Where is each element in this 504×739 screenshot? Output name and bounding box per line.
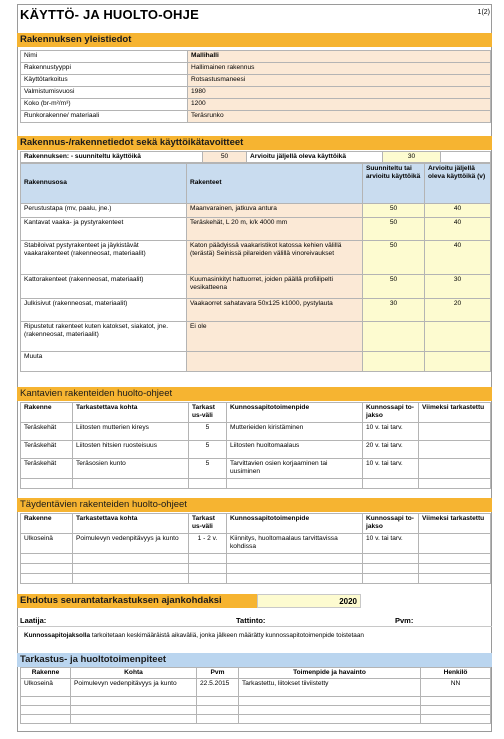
col-part: Rakennusosa	[21, 164, 187, 204]
inspection-toimenpide	[239, 715, 421, 724]
structure-desc: Ei ole	[187, 322, 363, 352]
inspection-henkilo	[421, 706, 491, 715]
structure-part: Perustustapa (mv, paalu, jne.)	[21, 204, 187, 218]
inspection-row	[21, 679, 491, 697]
maintenance-kohta: Liitosten hitsien ruosteisuus	[73, 441, 189, 459]
column-header: Rakenne	[21, 514, 73, 534]
structure-row	[21, 204, 491, 218]
general-label: Runkorakenne/ materiaali	[21, 111, 188, 123]
inspection-henkilo	[421, 715, 491, 724]
general-row	[21, 87, 491, 99]
column-header: Tarkastettava kohta	[73, 514, 189, 534]
structure-remaining: 40	[425, 204, 491, 218]
inspection-rakenne: Ulkoseinä	[21, 679, 71, 697]
inspection-rakenne	[21, 715, 71, 724]
column-header: Tarkast us-väli	[189, 403, 227, 423]
structure-row	[21, 299, 491, 322]
maintenance-row	[21, 423, 491, 441]
structure-desc: Katon päädyissä vaakaristikot katossa kehien välillä (terästä) Seinissä pilareiden välillä vinoreivaukset	[187, 241, 363, 275]
inspection-pvm	[197, 706, 239, 715]
inspection-toimenpide: Tarkastettu, liitokset tiiviistetty	[239, 679, 421, 697]
general-value: Mallihalli	[188, 51, 491, 63]
structure-designed: 50	[363, 204, 425, 218]
maintenance-viimeksi	[419, 441, 491, 459]
structure-designed: 50	[363, 241, 425, 275]
column-header: Pvm	[197, 668, 239, 679]
maintenance-row	[21, 534, 491, 554]
maintenance-rakenne: Teräskehät	[21, 459, 73, 479]
inspection-rakenne	[21, 706, 71, 715]
structure-remaining	[425, 352, 491, 372]
supplementary-header: Täydentävien rakenteiden huolto-ohjeet	[17, 498, 492, 512]
maintenance-viimeksi	[419, 534, 491, 554]
structure-desc	[187, 352, 363, 372]
maintenance-kohta: Poimulevyn vedenpitävyys ja kunto	[73, 534, 189, 554]
maintenance-viimeksi	[419, 563, 491, 573]
column-header: Kunnossapitotoimenpide	[227, 514, 363, 534]
general-value: Rotsastusmaneesi	[188, 75, 491, 87]
column-header: Tarkastettava kohta	[73, 403, 189, 423]
maintenance-jakso: 10 v. tai tarv.	[363, 459, 419, 479]
structure-row	[21, 352, 491, 372]
maintenance-vali: 5	[189, 459, 227, 479]
maintenance-rakenne	[21, 573, 73, 583]
maintenance-vali	[189, 563, 227, 573]
maintenance-toimenpide: Mutterieiden kiristäminen	[227, 423, 363, 441]
page-number: 1(2)	[477, 9, 490, 16]
maintenance-row	[21, 563, 491, 573]
maintenance-jakso: 10 v. tai tarv.	[363, 534, 419, 554]
structure-designed	[363, 322, 425, 352]
lifetime-table	[20, 151, 491, 163]
structure-designed: 50	[363, 218, 425, 241]
maintenance-jakso	[363, 563, 419, 573]
maintenance-vali	[189, 553, 227, 563]
maintenance-row	[21, 553, 491, 563]
structure-row	[21, 218, 491, 241]
structure-part: Kantavat vaaka- ja pystyrakenteet	[21, 218, 187, 241]
column-header: Kohta	[71, 668, 197, 679]
maintenance-viimeksi	[419, 573, 491, 583]
remaining-label: Arvioitu jäljellä oleva käyttöikä	[247, 152, 383, 163]
structure-header: Rakennus-/rakennetiedot sekä käyttöikätavoitteet	[17, 136, 492, 150]
general-row	[21, 75, 491, 87]
maintenance-viimeksi	[419, 553, 491, 563]
general-value: 1200	[188, 99, 491, 111]
maintenance-jakso	[363, 553, 419, 563]
column-header: Toimenpide ja havainto	[239, 668, 421, 679]
inspection-row	[21, 715, 491, 724]
inspection-row	[21, 697, 491, 706]
maintenance-toimenpide: Tarvittavien osien korjaaminen tai uusiminen	[227, 459, 363, 479]
general-row	[21, 111, 491, 123]
column-header: Rakenne	[21, 403, 73, 423]
maintenance-rakenne: Ulkoseinä	[21, 534, 73, 554]
maintenance-rakenne: Teräskehät	[21, 441, 73, 459]
general-label: Valmistumisvuosi	[21, 87, 188, 99]
general-value: 1980	[188, 87, 491, 99]
structure-part: Kattorakenteet (rakenneosat, materiaalit)	[21, 275, 187, 299]
maintenance-rakenne: Teräskehät	[21, 423, 73, 441]
maintenance-viimeksi	[419, 459, 491, 479]
inspection-kohta	[71, 715, 197, 724]
col-designed: Suunniteltu tai arvioitu käyttöikä	[363, 164, 425, 204]
tattinto-label: Tattinto:	[236, 616, 266, 625]
inspections-header: Tarkastus- ja huoltotoimenpiteet	[17, 653, 492, 667]
maintenance-vali: 5	[189, 423, 227, 441]
column-header: Rakenne	[21, 668, 71, 679]
structure-remaining	[425, 322, 491, 352]
maintenance-kohta	[73, 573, 189, 583]
laatija-label: Laatija:	[20, 616, 47, 625]
maintenance-toimenpide: Kiinnitys, huoltomaalaus tarvittavissa kohdissa	[227, 534, 363, 554]
maintenance-row	[21, 573, 491, 583]
maintenance-vali	[189, 573, 227, 583]
inspection-henkilo	[421, 697, 491, 706]
general-header: Rakennuksen yleistiedot	[17, 33, 492, 47]
maintenance-toimenpide	[227, 553, 363, 563]
general-label: Koko (br-m²/m³)	[21, 99, 188, 111]
lifetime-label: Rakennuksen: - suunniteltu käyttöikä	[21, 152, 203, 163]
inspection-toimenpide	[239, 697, 421, 706]
pvm-label: Pvm:	[395, 616, 414, 625]
maintenance-rakenne	[21, 478, 73, 488]
structure-desc: Kuumasinkityt hattuorret, joiden päällä profiilipelti vesikatteena	[187, 275, 363, 299]
structure-designed: 50	[363, 275, 425, 299]
general-row	[21, 51, 491, 63]
inspection-kohta	[71, 697, 197, 706]
inspection-kohta: Poimulevyn vedenpitävyys ja kunto	[71, 679, 197, 697]
structure-part: Muuta	[21, 352, 187, 372]
maintenance-toimenpide: Liitosten huoltomaalaus	[227, 441, 363, 459]
col-structure: Rakenteet	[187, 164, 363, 204]
general-row	[21, 63, 491, 75]
load-bearing-header: Kantavien rakenteiden huolto-ohjeet	[17, 387, 492, 401]
note-text: tarkoitetaan keskimääräistä aikaväliä, jonka jälkeen määrätty kunnossapitotoimenpide toistetaan	[91, 632, 364, 639]
structure-remaining: 40	[425, 241, 491, 275]
inspection-row	[21, 706, 491, 715]
structure-desc: Maanvarainen, jatkuva antura	[187, 204, 363, 218]
general-label: Nimi	[21, 51, 188, 63]
inspection-kohta	[71, 706, 197, 715]
structure-designed: 30	[363, 299, 425, 322]
column-header: Viimeksi tarkastettu	[419, 403, 491, 423]
general-label: Käyttötarkoitus	[21, 75, 188, 87]
remaining-value: 30	[383, 152, 441, 163]
maintenance-vali: 1 - 2 v.	[189, 534, 227, 554]
maintenance-toimenpide	[227, 573, 363, 583]
general-value: Teräsrunko	[188, 111, 491, 123]
inspection-henkilo: NN	[421, 679, 491, 697]
maintenance-kohta: Liitosten mutterien kireys	[73, 423, 189, 441]
inspection-pvm	[197, 715, 239, 724]
followup-year: 2020	[257, 594, 361, 608]
structure-part: Ripustetut rakenteet kuten katokset, siakatot, jne. (rakenneosat, materiaalit)	[21, 322, 187, 352]
lifetime-value: 50	[203, 152, 247, 163]
inspection-toimenpide	[239, 706, 421, 715]
maintenance-row	[21, 459, 491, 479]
maintenance-rakenne	[21, 553, 73, 563]
general-value: Hallimainen rakennus	[188, 63, 491, 75]
maintenance-viimeksi	[419, 423, 491, 441]
maintenance-row	[21, 478, 491, 488]
load-bearing-table	[20, 402, 491, 489]
empty-cell	[441, 152, 491, 163]
structure-row	[21, 275, 491, 299]
structure-table	[20, 163, 491, 372]
followup-header: Ehdotus seurantatarkastuksen ajankohdaksi	[17, 594, 257, 608]
column-header: Kunnossapi to-jakso	[363, 403, 419, 423]
maintenance-kohta	[73, 553, 189, 563]
maintenance-jakso	[363, 573, 419, 583]
maintenance-jakso	[363, 478, 419, 488]
column-header: Viimeksi tarkastettu	[419, 514, 491, 534]
maintenance-rakenne	[21, 563, 73, 573]
structure-desc: Vaakaorret sahatavara 50x125 k1000, pystylauta	[187, 299, 363, 322]
maintenance-jakso: 20 v. tai tarv.	[363, 441, 419, 459]
structure-part: Julkisivut (rakenneosat, materiaalit)	[21, 299, 187, 322]
structure-remaining: 30	[425, 275, 491, 299]
structure-part: Stabiloivat pystyrakenteet ja jäykistävät vaakarakenteet (rakenneosat, materiaalit)	[21, 241, 187, 275]
maintenance-toimenpide	[227, 478, 363, 488]
structure-desc: Teräskehät, L 20 m, k/k 4000 mm	[187, 218, 363, 241]
inspection-pvm: 22.5.2015	[197, 679, 239, 697]
note-bold: Kunnossapitojaksolla	[24, 632, 91, 639]
structure-remaining: 40	[425, 218, 491, 241]
maintenance-viimeksi	[419, 478, 491, 488]
column-header: Henkilö	[421, 668, 491, 679]
maintenance-vali	[189, 478, 227, 488]
column-header: Tarkast us-väli	[189, 514, 227, 534]
inspection-rakenne	[21, 697, 71, 706]
supplementary-table	[20, 513, 491, 584]
general-label: Rakennustyyppi	[21, 63, 188, 75]
maintenance-jakso: 10 v. tai tarv.	[363, 423, 419, 441]
structure-row	[21, 322, 491, 352]
structure-row	[21, 241, 491, 275]
maintenance-kohta: Teräsosien kunto	[73, 459, 189, 479]
general-table	[20, 50, 491, 123]
maintenance-toimenpide	[227, 563, 363, 573]
col-remaining: Arvioitu jäljellä oleva käyttöikä (v)	[425, 164, 491, 204]
column-header: Kunnossapi to-jakso	[363, 514, 419, 534]
structure-remaining: 20	[425, 299, 491, 322]
column-header: Kunnossapitotoimenpide	[227, 403, 363, 423]
maintenance-kohta	[73, 563, 189, 573]
maintenance-kohta	[73, 478, 189, 488]
inspections-table	[20, 667, 491, 724]
document-title: KÄYTTÖ- JA HUOLTO-OHJE	[20, 7, 199, 22]
general-row	[21, 99, 491, 111]
maintenance-vali: 5	[189, 441, 227, 459]
inspection-pvm	[197, 697, 239, 706]
maintenance-row	[21, 441, 491, 459]
maintenance-note	[24, 632, 364, 639]
structure-designed	[363, 352, 425, 372]
